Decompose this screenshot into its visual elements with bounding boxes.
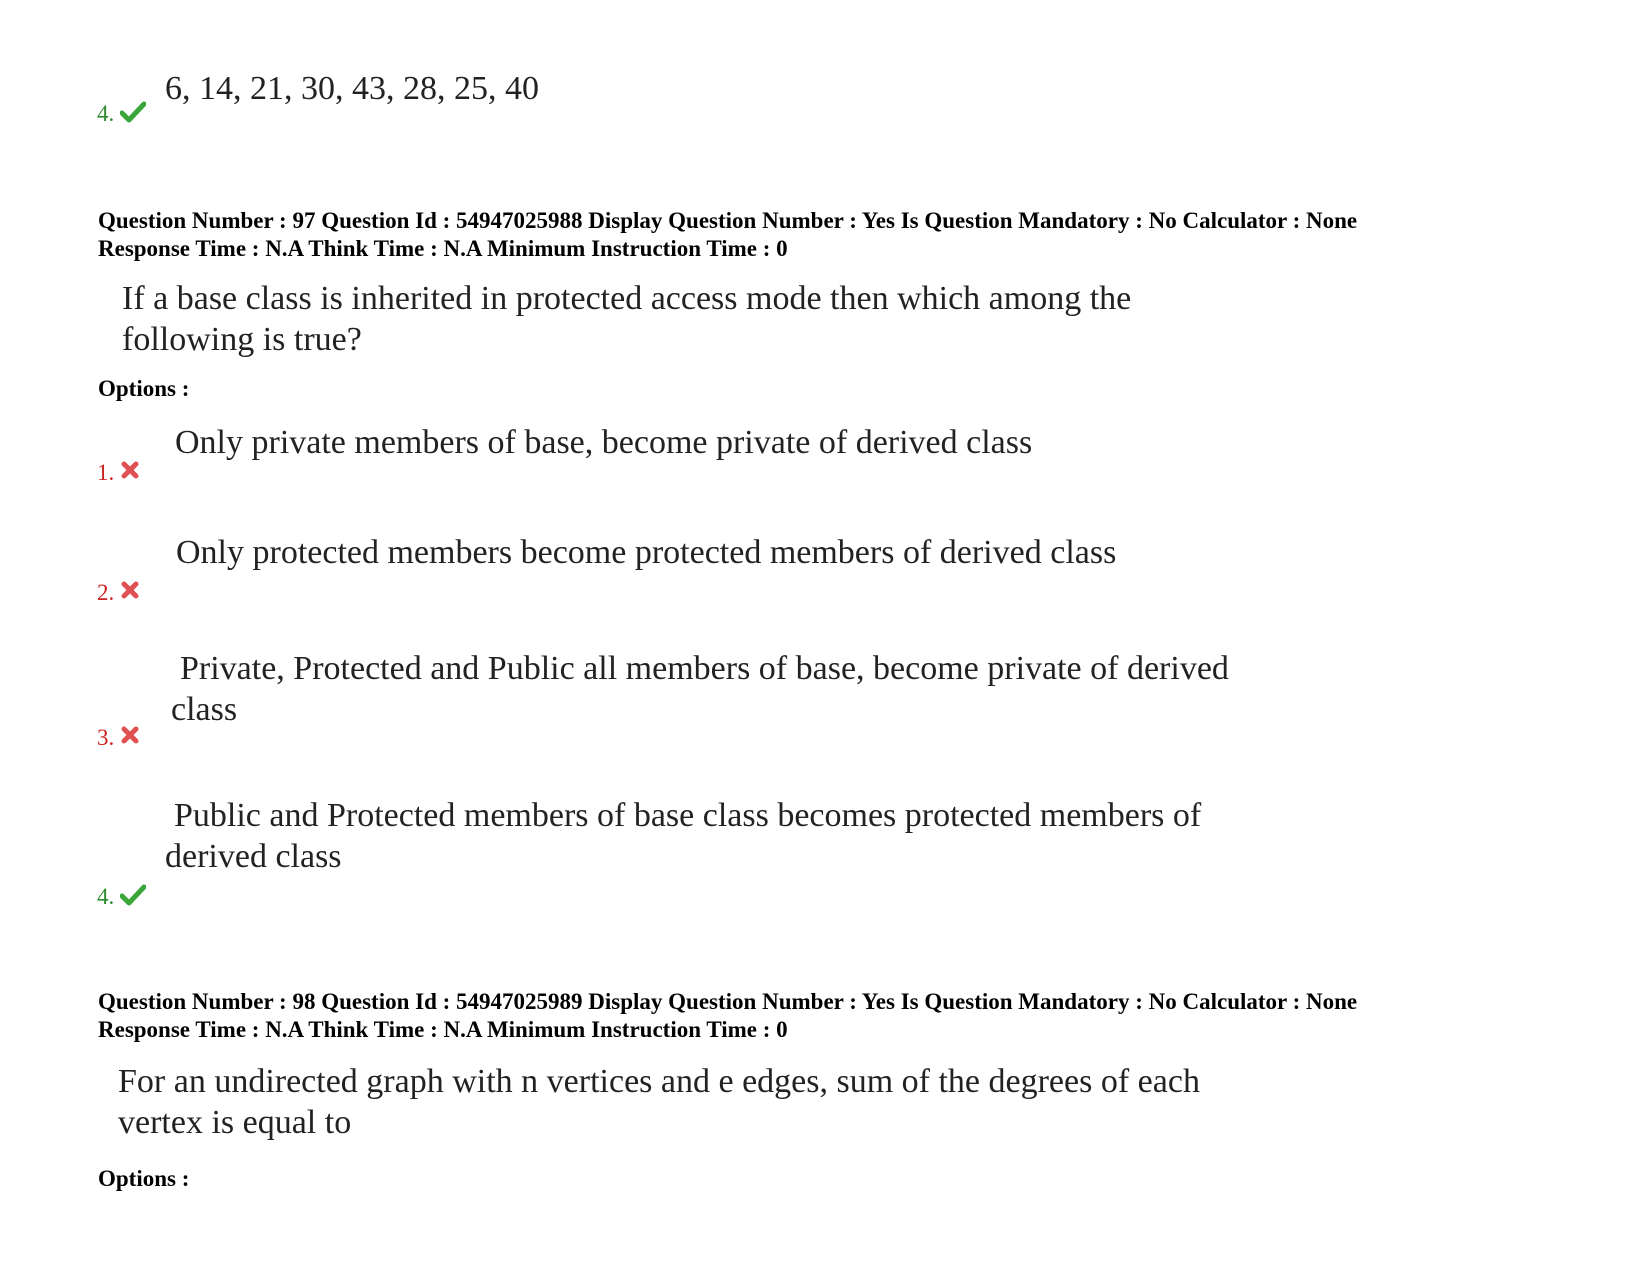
q97-option-1-text: Only private members of base, become private of derived class — [175, 424, 1033, 461]
q98-question-line2: vertex is equal to — [118, 1104, 352, 1141]
q97-options-label: Options : — [98, 376, 190, 401]
check-icon — [120, 101, 146, 123]
q97-option-3-line2: class — [171, 691, 238, 728]
q97-option-4-line2: derived class — [165, 838, 342, 875]
q97-option-4-line1: Public and Protected members of base class becomes protected members of — [174, 797, 1202, 834]
q97-option-2-text: Only protected members become protected members of derived class — [176, 534, 1117, 571]
option-number: 4. — [97, 101, 115, 126]
q97-meta-line1: Question Number : 97 Question Id : 54947025988 Display Question Number : Yes Is Question Mandatory : No Calculator : None — [98, 208, 1358, 233]
q97-option-2-number — [97, 580, 140, 606]
q97-option-3-number — [97, 725, 140, 751]
q98-question-line1: For an undirected graph with n vertices and e edges, sum of the degrees of each — [118, 1063, 1200, 1100]
check-icon — [120, 884, 146, 906]
q98-meta-line2: Response Time : N.A Think Time : N.A Minimum Instruction Time : 0 — [98, 1017, 788, 1042]
q97-option-4-number — [97, 884, 146, 910]
option-number: 1. — [97, 460, 115, 485]
prev-option-4-text: 6, 14, 21, 30, 43, 28, 25, 40 — [165, 70, 539, 107]
q97-option-1-number — [97, 460, 140, 486]
cross-icon — [120, 580, 140, 600]
cross-icon — [120, 460, 140, 480]
q97-option-3-line1: Private, Protected and Public all members of base, become private of derived — [180, 650, 1229, 687]
option-number: 4. — [97, 884, 115, 909]
cross-icon — [120, 725, 140, 745]
q97-question-line2: following is true? — [122, 321, 362, 358]
q97-meta-line2: Response Time : N.A Think Time : N.A Minimum Instruction Time : 0 — [98, 236, 788, 261]
q98-meta-line1: Question Number : 98 Question Id : 54947025989 Display Question Number : Yes Is Question Mandatory : No Calculator : None — [98, 989, 1358, 1014]
option-number: 2. — [97, 580, 115, 605]
option-number: 3. — [97, 725, 115, 750]
q98-options-label: Options : — [98, 1166, 190, 1191]
prev-option-4-number — [97, 101, 146, 127]
q97-question-line1: If a base class is inherited in protected access mode then which among the — [122, 280, 1132, 317]
